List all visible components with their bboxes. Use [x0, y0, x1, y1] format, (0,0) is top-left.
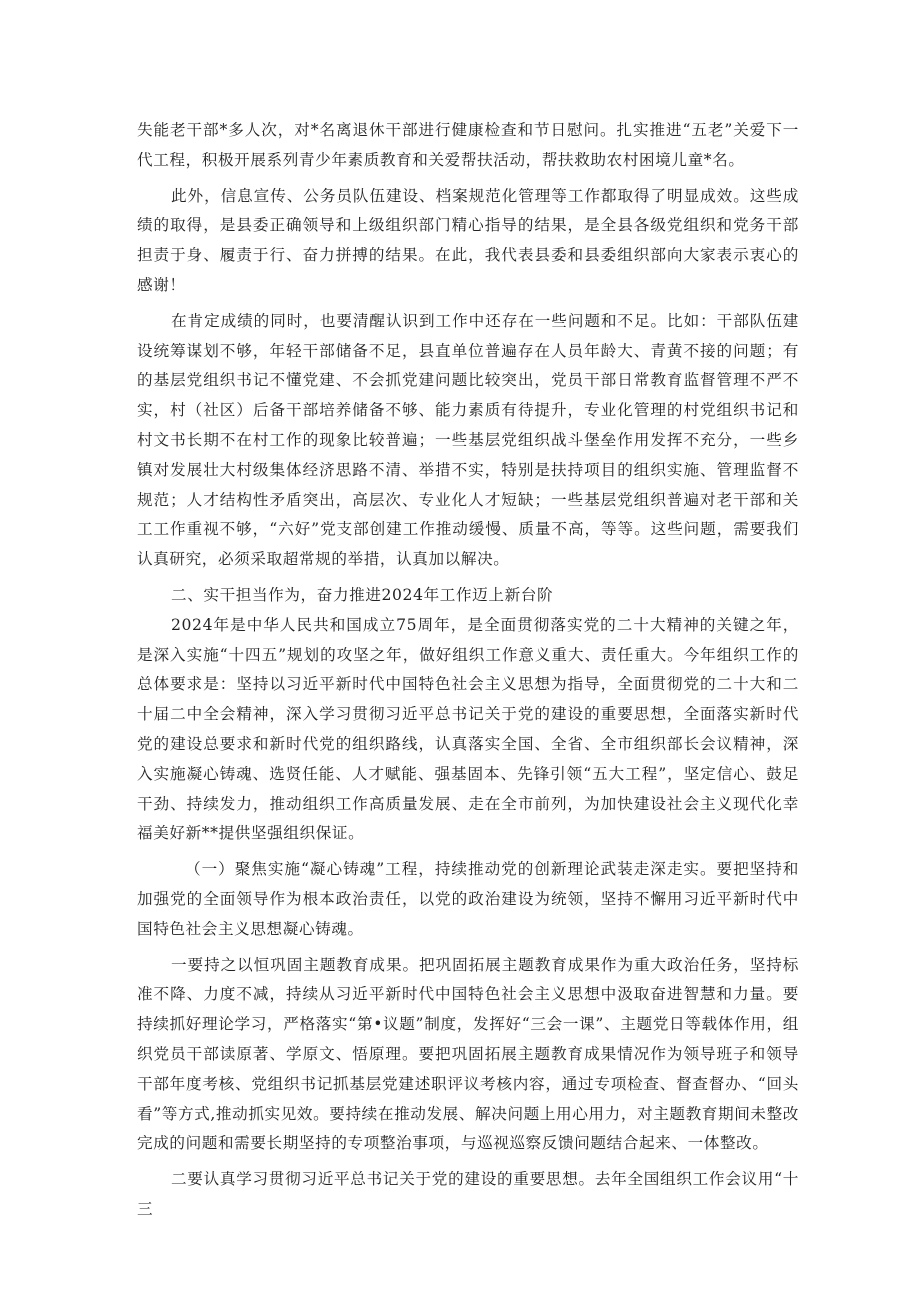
paragraph-achievements: 此外，信息宣传、公务员队伍建设、档案规范化管理等工作都取得了明显成效。这些成绩的取得，是县委正确领导和上级组织部门精心指导的结果，是全县各级党组织和党务干部担责于身、履责于行、奋力拼搏的结果。在此，我代表县委和县委组织部向大家表示衷心的感谢！	[137, 186, 799, 294]
subsection-one: （一）聚焦实施“凝心铸魂”工程，持续推动党的创新理论武装走深走实。要把坚持和加强党的全面领导作为根本政治责任，以党的政治建设为统领，坚持不懈用习近平新时代中国特色社会主义思想凝心铸魂。	[137, 860, 799, 938]
paragraph-continued: 失能老干部*多人次，对*名离退休干部进行健康检查和节日慰问。扎实推进“五老”关爱下一代工程，积极开展系列青少年素质教育和关爱帮扶活动，帮扶救助农村困境儿童*名。	[137, 121, 799, 169]
document-body	[137, 116, 799, 1225]
paragraph-problems: 在肯定成绩的同时，也要清醒认识到工作中还存在一些问题和不足。比如：干部队伍建设统筹谋划不够，年轻干部储备不足，县直单位普遍存在人员年龄大、青黄不接的问题；有的基层党组织书记不懂党建、不会抓党建问题比较突出，党员干部日常教育监督管理不严不实，村（社区）后备干部培养储备不够、能力素质有待提升，专业化管理的村党组织书记和村文书长期不在村工作的现象比较普遍；一些基层党组织战斗堡垒作用发挥不充分，一些乡镇对发展壮大村级集体经济思路不清、举措不实，特别是扶持项目的组织实施、管理监督不规范；人才结构性矛盾突出，高层次、专业化人才短缺；一些基层党组织普遍对老干部和关工工作重视不够，“六好”党支部创建工作推动缓慢、质量不高，等等。这些问题，需要我们认真研究，必须采取超常规的举措，认真加以解决。	[137, 311, 799, 569]
paragraph-2024-requirements: 2024年是中华人民共和国成立75周年，是全面贯彻落实党的二十大精神的关键之年，是深入实施“十四五”规划的攻坚之年，做好组织工作意义重大、责任重大。今年组织工作的总体要求是：坚持以习近平新时代中国特色社会主义思想为指导，全面贯彻党的二十大和二十届二中全会精神，深入学习贯彻习近平总书记关于党的建设的重要思想，全面落实新时代党的建设总要求和新时代党的组织路线，认真落实全国、全省、全市组织部长会议精神，深入实施凝心铸魂、选贤任能、人才赋能、强基固本、先锋引领“五大工程”，坚定信心、鼓足干劲、持续发力，推动组织工作高质量发展、走在全市前列，为加快建设社会主义现代化幸福美好新**提供坚强组织保证。	[137, 615, 799, 843]
paragraph-party-building-thought: 二要认真学习贯彻习近平总书记关于党的建设的重要思想。去年全国组织工作会议用“十三	[137, 1170, 799, 1218]
section-heading-two: 二、实干担当作为，奋力推进2024年工作迈上新台阶	[171, 585, 554, 604]
paragraph-theme-education: 一要持之以恒巩固主题教育成果。把巩固拓展主题教育成果作为重大政治任务，坚持标准不降、力度不减，持续从习近平新时代中国特色社会主义思想中汲取奋进智慧和力量。要持续抓好理论学习，严格落实“第•议题”制度，发挥好“三会一课”、主题党日等载体作用，组织党员干部读原著、学原文、悟原理。要把巩固拓展主题教育成果情况作为领导班子和领导干部年度考核、党组织书记抓基层党建述职评议考核内容，通过专项检查、督查督办、“回头看”等方式,推动抓实见效。要持续在推动发展、解决问题上用心用力，对主题教育期间未整改完成的问题和需要长期坚持的专项整治事项，与巡视巡察反馈问题结合起来、一体整改。	[137, 955, 799, 1153]
